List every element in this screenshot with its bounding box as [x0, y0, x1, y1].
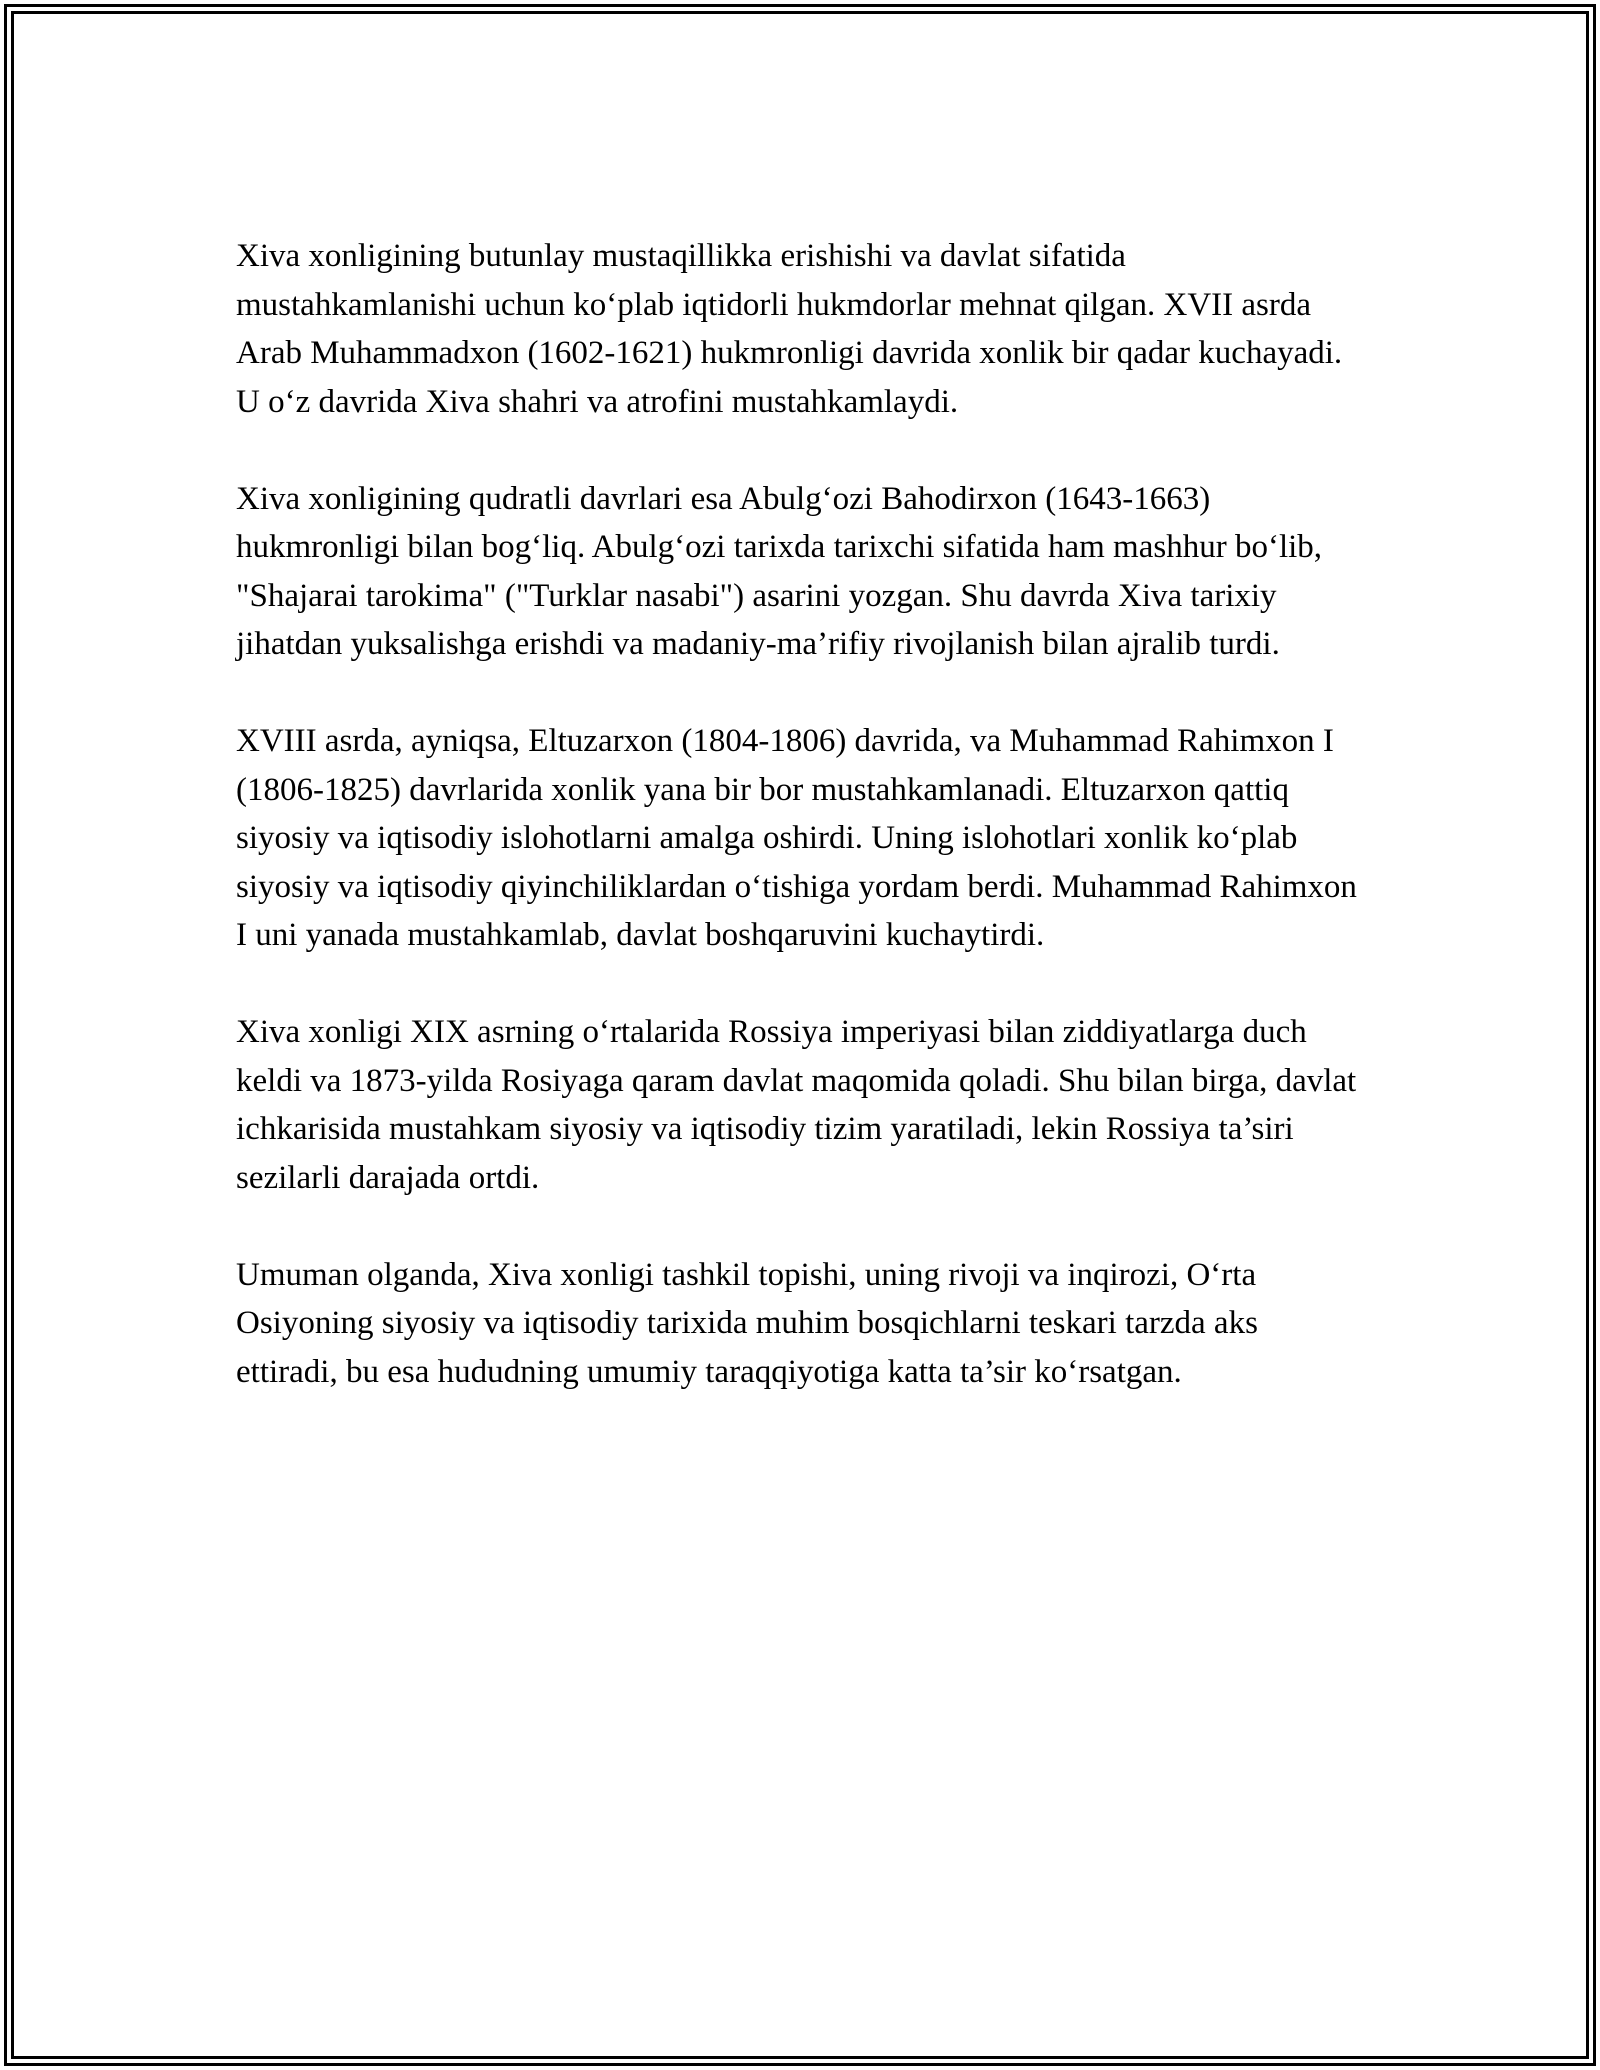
paragraph-2: Xiva xonligining qudratli davrlari esa Abulg‘ozi Bahodirxon (1643-1663) hukmronligi bilan bog‘liq. Abulg‘ozi tarixda tarixchi sifatida ham mashhur bo‘lib, "Shajarai tarokima" ("Turklar nasabi") asarini yozgan. Shu davrda Xiva tarixiy jihatdan yuksalishga erishdi va madaniy-ma’rifiy rivojlanish bilan ajralib turdi. [236, 480, 1323, 662]
paragraph-5: Umuman olganda, Xiva xonligi tashkil topishi, uning rivoji va inqirozi, O‘rta Osiyoning siyosiy va iqtisodiy tarixida muhim bosqichlarni teskari tarzda aks ettiradi, bu esa hududning umumiy taraqqiyotiga katta ta’sir ko‘rsatgan. [236, 1256, 1258, 1390]
paragraph-1: Xiva xonligining butunlay mustaqillikka erishishi va davlat sifatida mustahkamlanishi uchun ko‘plab iqtidorli hukmdorlar mehnat qilgan. XVII asrda Arab Muhammadxon (1602-1621) hukmronligi davrida xonlik bir qadar kuchayadi. U o‘z davrida Xiva shahri va atrofini mustahkamlaydi. [236, 238, 1343, 420]
paragraph-3: XVIII asrda, ayniqsa, Eltuzarxon (1804-1806) davrida, va Muhammad Rahimxon I (1806-1825) davrlarida xonlik yana bir bor mustahkamlanadi. Eltuzarxon qattiq siyosiy va iqtisodiy islohotlarni amalga oshirdi. Uning islohotlari xonlik ko‘plab siyosiy va iqtisodiy qiyinchiliklardan o‘tishiga yordam berdi. Muhammad Rahimxon I uni yanada mustahkamlab, davlat boshqaruvini kuchaytirdi. [236, 723, 1357, 953]
paragraph-4: Xiva xonligi XIX asrning o‘rtalarida Rossiya imperiyasi bilan ziddiyatlarga duch keldi va 1873-yilda Rosiyaga qaram davlat maqomida qoladi. Shu bilan birga, davlat ichkarisida mustahkam siyosiy va iqtisodiy tizim yaratiladi, lekin Rossiya ta’siri sezilarli darajada ortdi. [236, 1014, 1357, 1196]
document-body [236, 232, 1366, 1445]
